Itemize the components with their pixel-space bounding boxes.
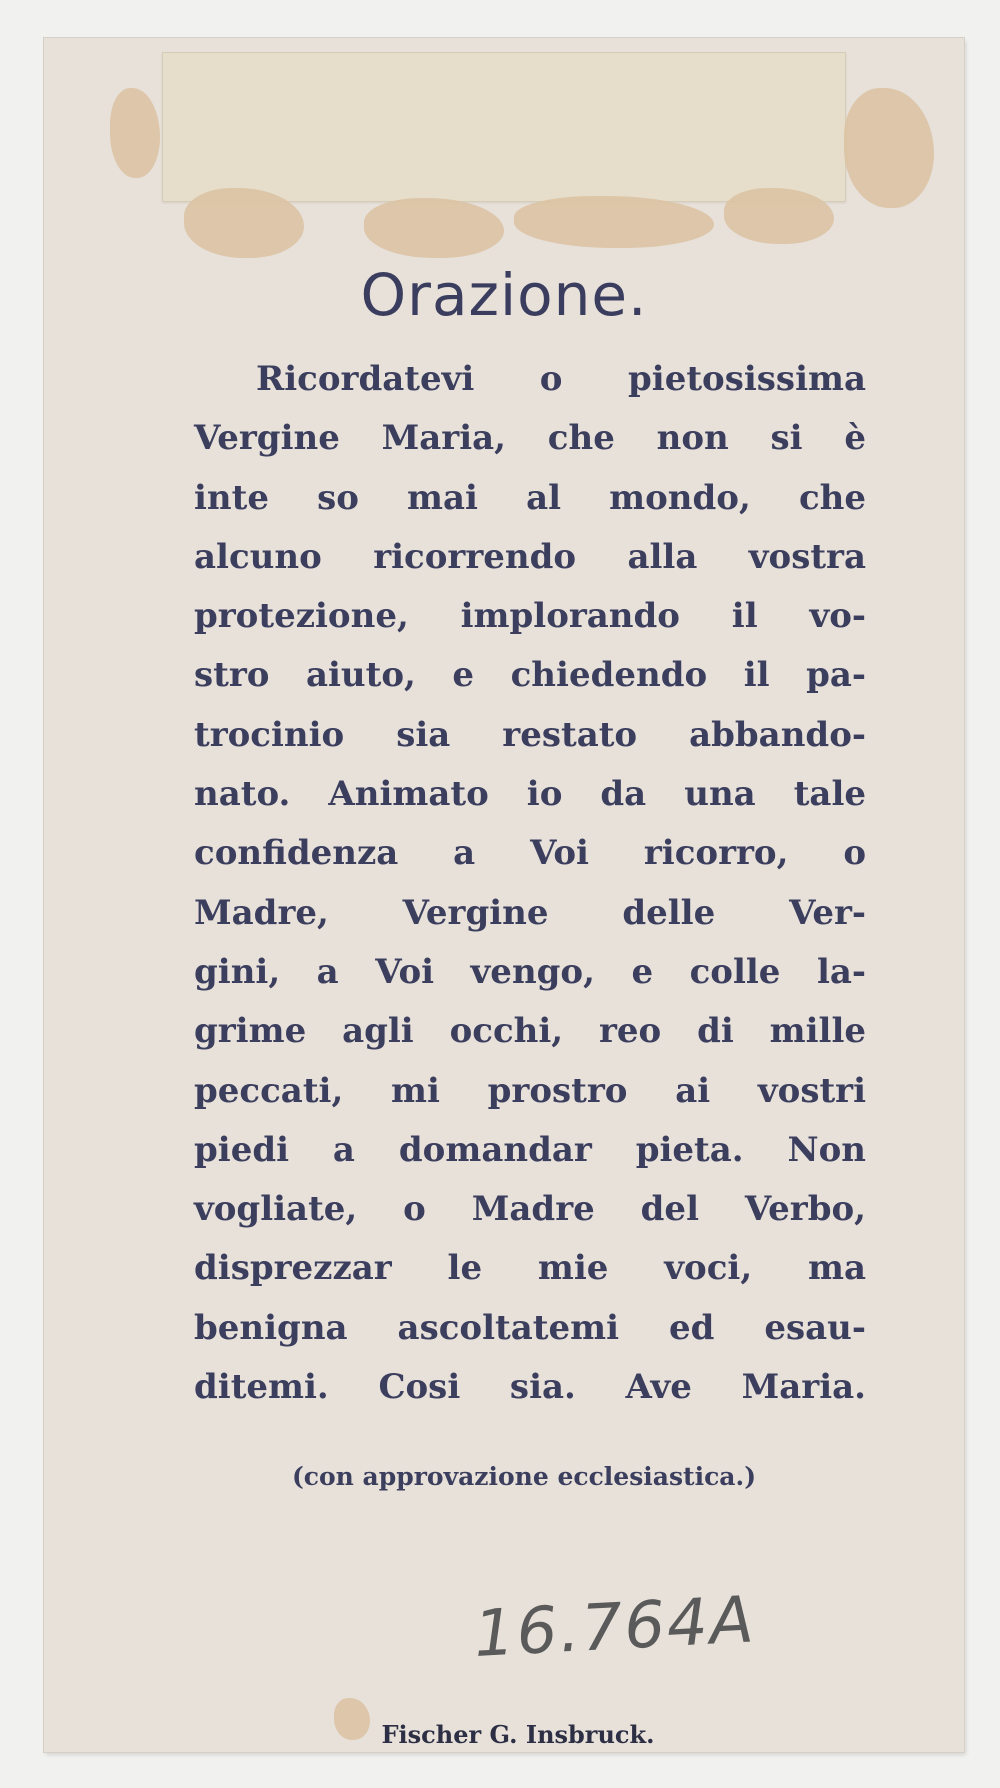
- prayer-line: vogliate, o Madre del Verbo,: [194, 1189, 866, 1230]
- prayer-line: benigna ascoltatemi ed esau-: [194, 1307, 866, 1348]
- handwritten-inventory-number: 16.764A: [472, 1583, 758, 1672]
- prayer-line: gini, a Voi vengo, e colle la-: [194, 951, 866, 992]
- prayer-line: grime agli occhi, reo di mille: [194, 1011, 866, 1052]
- prayer-line: alcuno ricorrendo alla vostra: [194, 536, 866, 577]
- paper-stain: [514, 196, 714, 248]
- prayer-line: peccati, mi prostro ai vostri: [194, 1070, 866, 1111]
- prayer-line: piedi a domandar pieta. Non: [194, 1129, 866, 1170]
- ecclesiastical-approval: (con approvazione ecclesiastica.): [291, 1462, 757, 1491]
- prayer-line: nato. Animato io da una tale: [194, 774, 866, 815]
- prayer-line: stro aiuto, e chiedendo il pa-: [194, 655, 866, 696]
- prayer-line: Vergine Maria, che non si è: [194, 418, 866, 459]
- adhesive-tape: [162, 52, 846, 202]
- prayer-line: ditemi. Cosi sia. Ave Maria.: [194, 1367, 866, 1408]
- prayer-card: [44, 38, 964, 1752]
- prayer-title: Orazione.: [360, 261, 648, 329]
- prayer-line: trocinio sia restato abbando-: [194, 714, 866, 755]
- prayer-line: confidenza a Voi ricorro, o: [194, 833, 866, 874]
- prayer-line: Madre, Vergine delle Ver-: [194, 892, 866, 933]
- paper-stain: [844, 88, 934, 208]
- prayer-line: inte so mai al mondo, che: [194, 477, 866, 518]
- publisher-imprint: Fischer G. Insbruck.: [381, 1720, 655, 1749]
- prayer-text: [194, 350, 866, 1417]
- paper-stain: [364, 198, 504, 258]
- paper-stain: [110, 88, 160, 178]
- prayer-line: Ricordatevi o pietosissima: [256, 359, 866, 399]
- prayer-line: protezione, implorando il vo-: [194, 596, 866, 637]
- prayer-line: disprezzar le mie voci, ma: [194, 1248, 866, 1289]
